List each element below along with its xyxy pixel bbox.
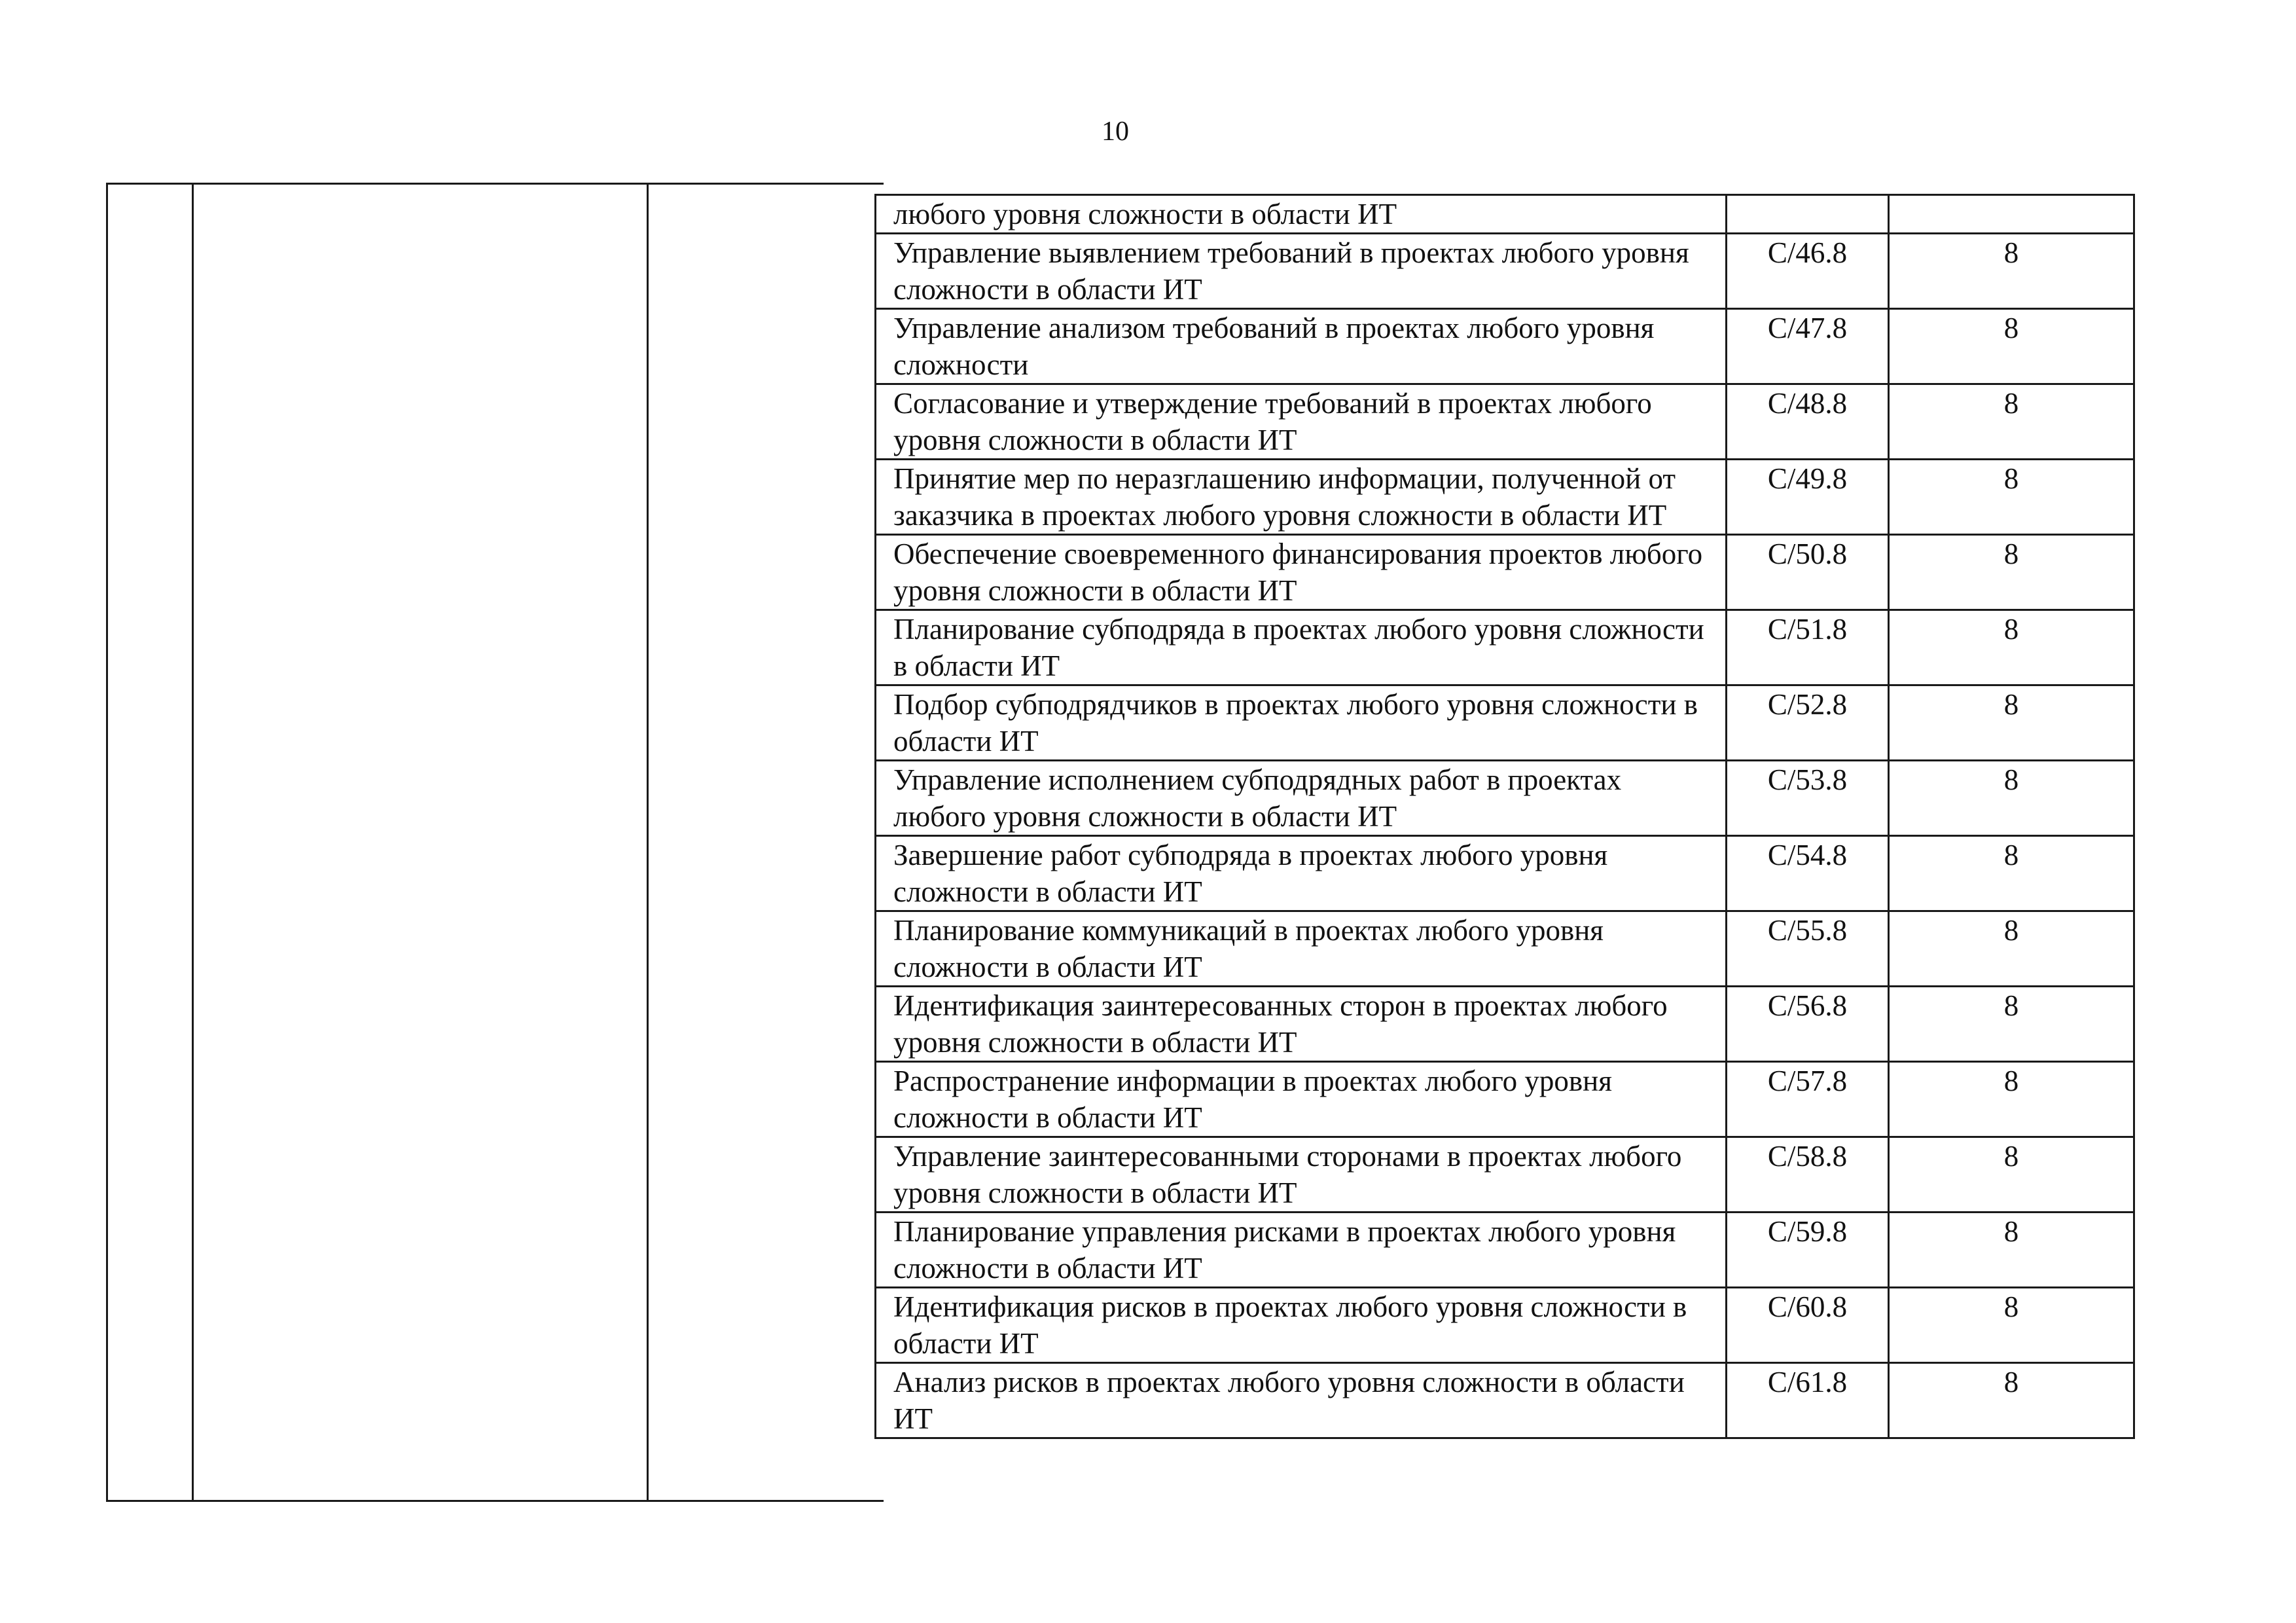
function-code-cell: C/56.8 — [1727, 987, 1889, 1062]
qualification-level-cell: 8 — [1889, 987, 2134, 1062]
table-row — [876, 1062, 2134, 1137]
column-divider-1 — [192, 185, 194, 1500]
qualification-level-cell: 8 — [1889, 535, 2134, 610]
table-row — [876, 836, 2134, 911]
function-name-cell: Управление выявлением требований в проектах любого уровня сложности в области ИТ — [876, 234, 1727, 309]
page-number: 10 — [1102, 117, 1129, 147]
qualification-level-cell: 8 — [1889, 1062, 2134, 1137]
function-code-cell: C/46.8 — [1727, 234, 1889, 309]
table-row — [876, 234, 2134, 309]
function-name-cell: Обеспечение своевременного финансирования проектов любого уровня сложности в области ИТ — [876, 535, 1727, 610]
qualification-level-cell: 8 — [1889, 1288, 2134, 1363]
function-name-cell: Анализ рисков в проектах любого уровня сложности в области ИТ — [876, 1363, 1727, 1438]
function-name-cell: Управление анализом требований в проектах любого уровня сложности — [876, 309, 1727, 384]
table-row — [876, 1213, 2134, 1288]
function-name-cell: Принятие мер по неразглашению информации, полученной от заказчика в проектах любого уровня сложности в области ИТ — [876, 460, 1727, 535]
qualification-level-cell: 8 — [1889, 836, 2134, 911]
continuation-row — [876, 195, 2134, 234]
table-row — [876, 1137, 2134, 1213]
table-row — [876, 987, 2134, 1062]
function-name-cell: Управление заинтересованными сторонами в проектах любого уровня сложности в области ИТ — [876, 1137, 1727, 1213]
qualification-level-cell: 8 — [1889, 1137, 2134, 1213]
qualification-level-cell: 8 — [1889, 610, 2134, 685]
function-code-cell: C/51.8 — [1727, 610, 1889, 685]
function-name-cell: Идентификация рисков в проектах любого уровня сложности в области ИТ — [876, 1288, 1727, 1363]
function-code-cell: C/47.8 — [1727, 309, 1889, 384]
qualification-level-cell — [1889, 195, 2134, 234]
function-code-cell: C/61.8 — [1727, 1363, 1889, 1438]
function-name-cell: Завершение работ субподряда в проектах любого уровня сложности в области ИТ — [876, 836, 1727, 911]
table-row — [876, 761, 2134, 836]
table-row — [876, 460, 2134, 535]
function-name-cell: Согласование и утверждение требований в проектах любого уровня сложности в области ИТ — [876, 384, 1727, 460]
table-row — [876, 685, 2134, 761]
table-row — [876, 1288, 2134, 1363]
labor-functions-table — [874, 194, 2135, 1439]
table-row — [876, 911, 2134, 987]
function-code-cell: C/50.8 — [1727, 535, 1889, 610]
function-code-cell: C/57.8 — [1727, 1062, 1889, 1137]
qualification-level-cell: 8 — [1889, 761, 2134, 836]
function-code-cell: C/58.8 — [1727, 1137, 1889, 1213]
function-code-cell: C/60.8 — [1727, 1288, 1889, 1363]
qualification-level-cell: 8 — [1889, 911, 2134, 987]
function-name-cell: любого уровня сложности в области ИТ — [876, 195, 1727, 234]
table-row — [876, 535, 2134, 610]
column-divider-2 — [647, 185, 649, 1500]
function-code-cell: C/59.8 — [1727, 1213, 1889, 1288]
function-name-cell: Планирование управления рисками в проектах любого уровня сложности в области ИТ — [876, 1213, 1727, 1288]
qualification-level-cell: 8 — [1889, 685, 2134, 761]
function-name-cell: Планирование субподряда в проектах любого уровня сложности в области ИТ — [876, 610, 1727, 685]
function-name-cell: Распространение информации в проектах любого уровня сложности в области ИТ — [876, 1062, 1727, 1137]
qualification-level-cell: 8 — [1889, 1213, 2134, 1288]
qualification-level-cell: 8 — [1889, 1363, 2134, 1438]
qualification-level-cell: 8 — [1889, 309, 2134, 384]
table-row — [876, 384, 2134, 460]
function-code-cell: C/55.8 — [1727, 911, 1889, 987]
table-row — [876, 1363, 2134, 1438]
function-code-cell: C/54.8 — [1727, 836, 1889, 911]
function-code-cell: C/53.8 — [1727, 761, 1889, 836]
function-code-cell: C/52.8 — [1727, 685, 1889, 761]
function-code-cell: C/49.8 — [1727, 460, 1889, 535]
function-name-cell: Идентификация заинтересованных сторон в проектах любого уровня сложности в области ИТ — [876, 987, 1727, 1062]
function-name-cell: Планирование коммуникаций в проектах любого уровня сложности в области ИТ — [876, 911, 1727, 987]
table-row — [876, 610, 2134, 685]
qualification-level-cell: 8 — [1889, 234, 2134, 309]
function-code-cell: C/48.8 — [1727, 384, 1889, 460]
qualification-level-cell: 8 — [1889, 384, 2134, 460]
function-code-cell — [1727, 195, 1889, 234]
qualification-level-cell: 8 — [1889, 460, 2134, 535]
merged-left-columns — [106, 183, 884, 1502]
function-name-cell: Подбор субподрядчиков в проектах любого уровня сложности в области ИТ — [876, 685, 1727, 761]
table-row — [876, 309, 2134, 384]
function-name-cell: Управление исполнением субподрядных работ в проектах любого уровня сложности в области ИТ — [876, 761, 1727, 836]
